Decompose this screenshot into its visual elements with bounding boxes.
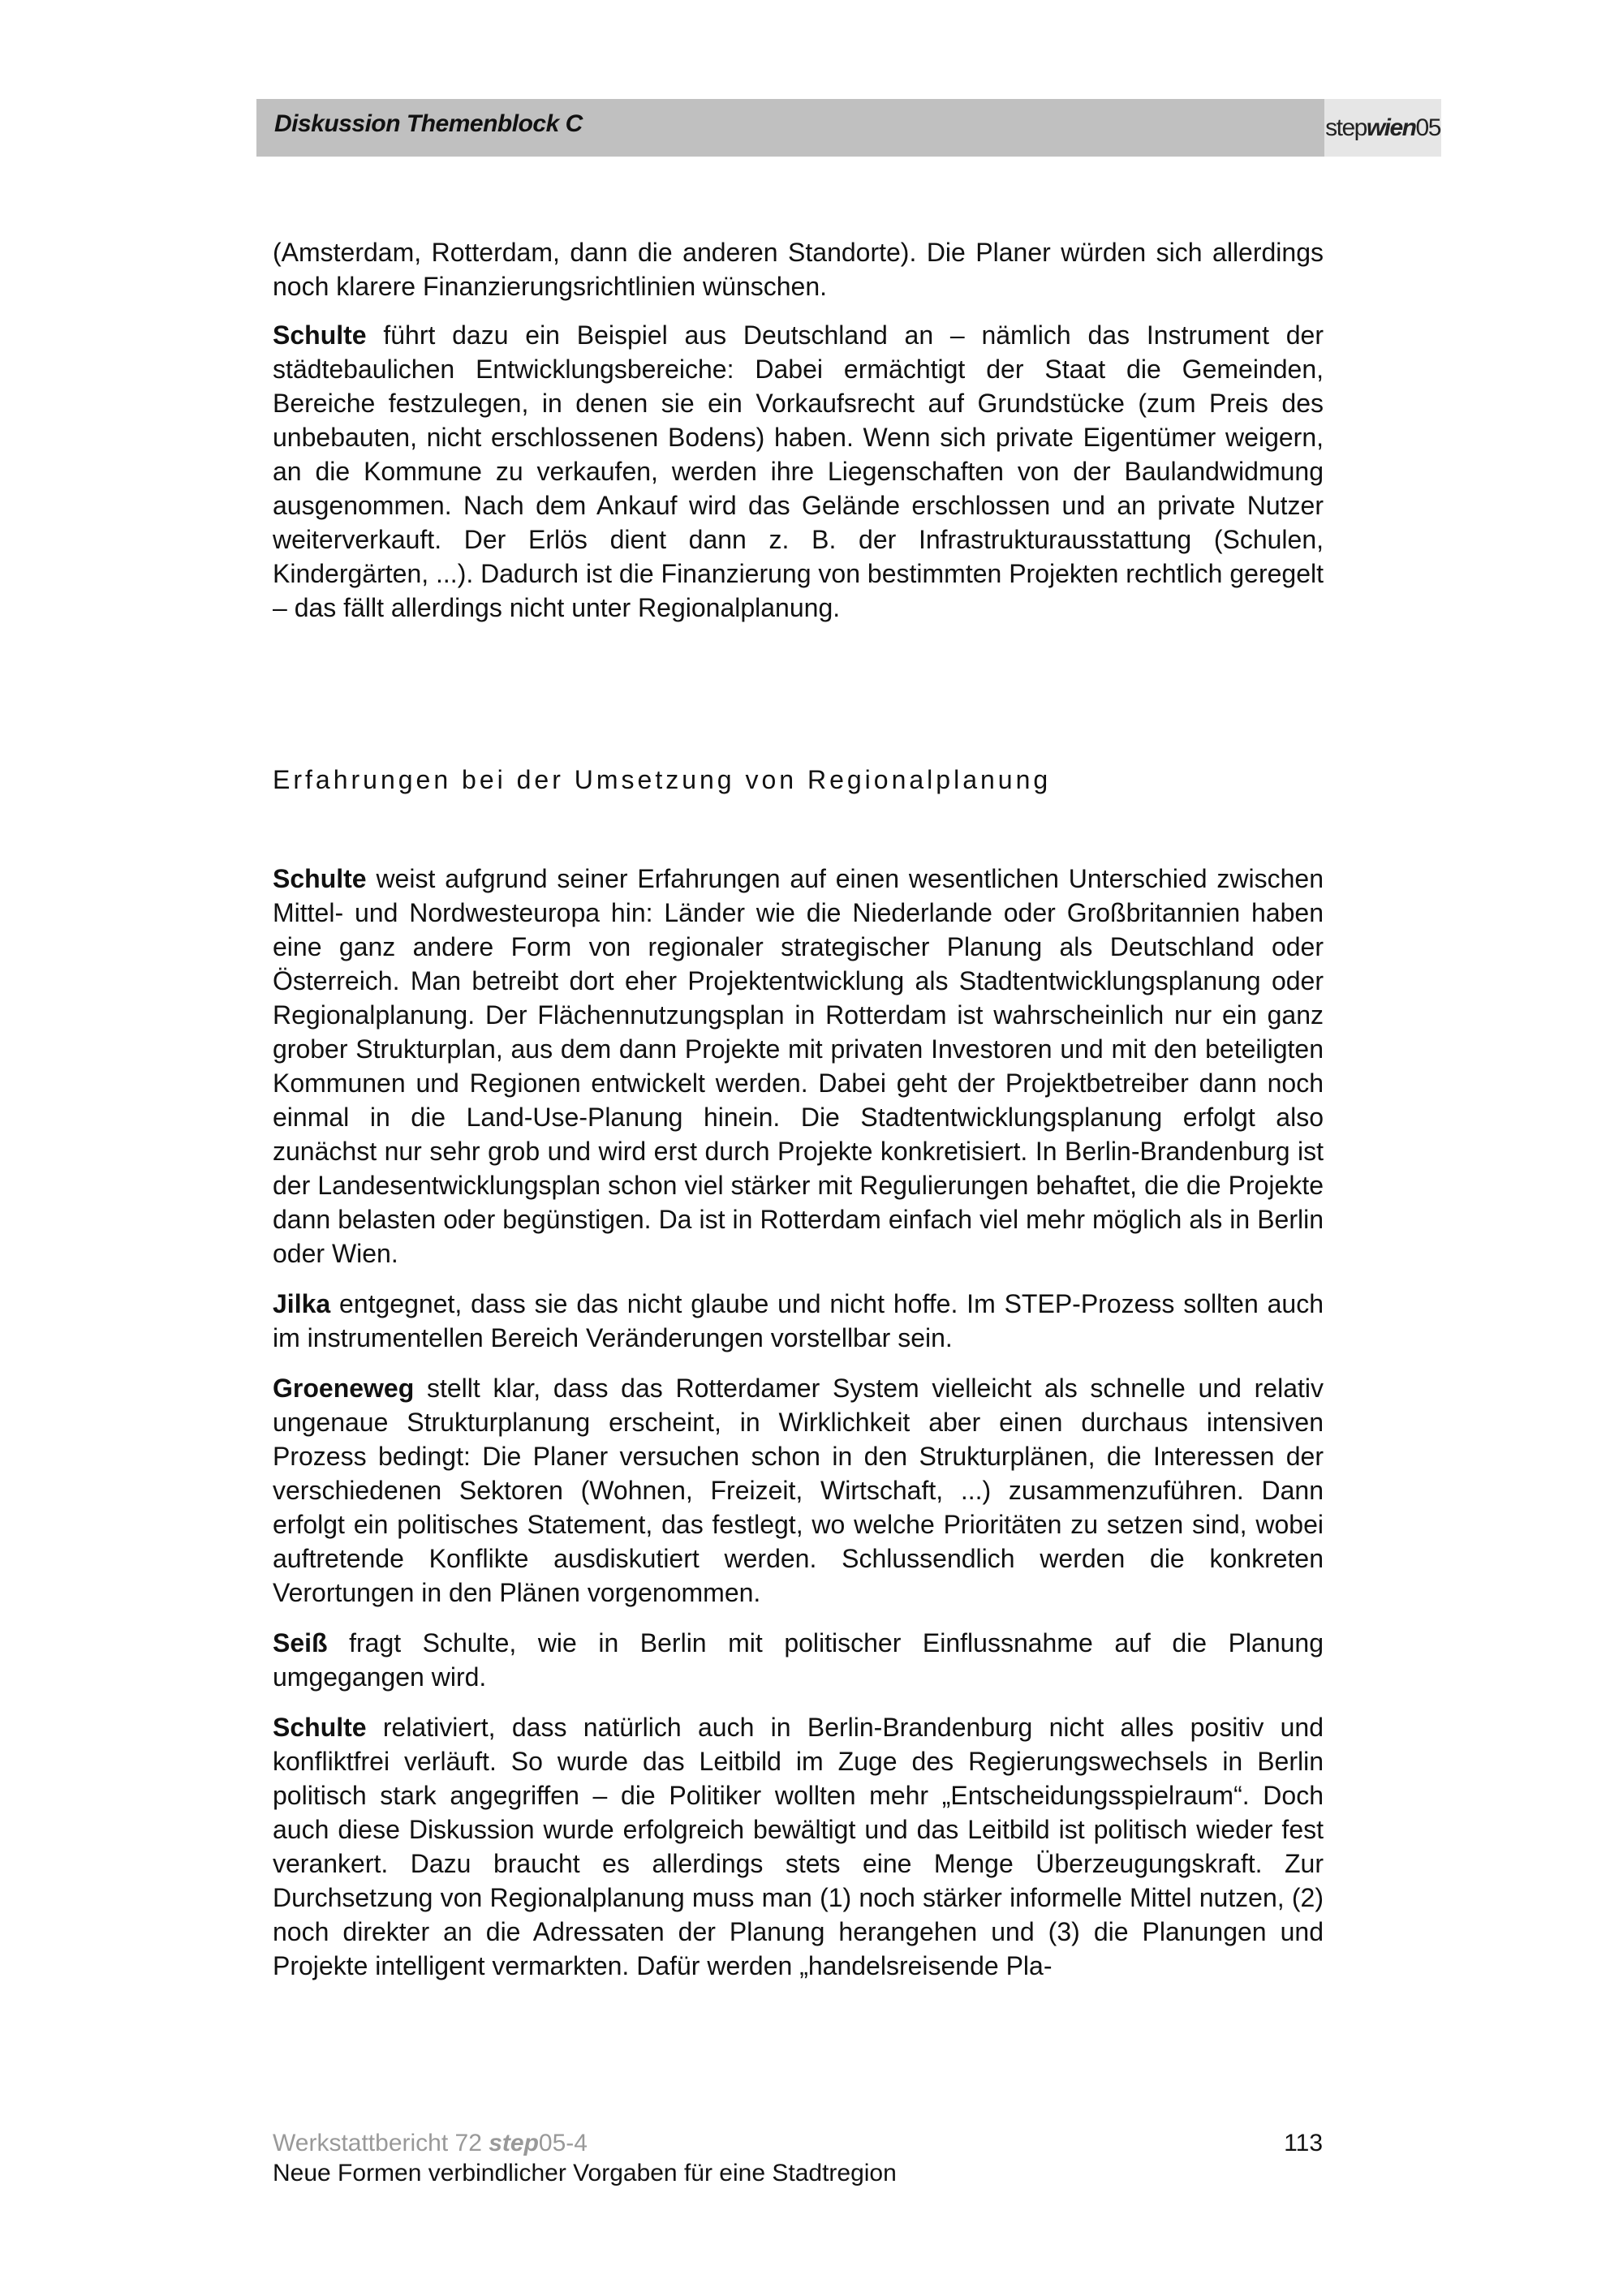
speaker: Jilka xyxy=(273,1289,331,1318)
paragraph xyxy=(273,318,1324,625)
stepwien-logo: step wien 05 xyxy=(1324,99,1441,157)
speaker: Schulte xyxy=(273,320,367,350)
footer-series xyxy=(273,2130,588,2157)
paragraph-text: relativiert, dass natürlich auch in Berlin-Brandenburg nicht alles positiv und konfliktfrei verläuft. So wurde das Leitbild im Zuge des Regierungswechsels in Berlin politisch stark angegriffen – die Politiker wollten mehr „Entscheidungsspielraum“. Doch auch diese Diskussion wurde erfolgreich bewältigt und das Leitbild ist politisch wieder fest verankert. Dazu braucht es allerdings stets eine Menge Überzeugungskraft. Zur Durchsetzung von Regionalplanung muss man (1) noch stärker informelle Mittel nutzen, (2) noch direkter an die Adressaten der Planung herangehen und (3) die Planungen und Projekte intelligent vermarkten. Dafür werden „handelsreisende Pla- xyxy=(273,1713,1324,1980)
paragraph xyxy=(273,1710,1324,1983)
speaker: Seiß xyxy=(273,1628,328,1658)
paragraph xyxy=(273,862,1324,1271)
header-bar xyxy=(256,99,1324,157)
speaker: Groeneweg xyxy=(273,1374,415,1403)
paragraph-text: weist aufgrund seiner Erfahrungen auf einen wesentlichen Unterschied zwischen Mittel- und Nordwesteuropa hin: Länder wie die Niederlande oder Großbritannien haben eine ganz andere Form von regionaler strategischer Planung als Deutschland oder Österreich. Man betreibt dort eher Projektentwicklung als Stadtentwicklungsplanung oder Regionalplanung. Der Flächennutzungsplan in Rotterdam ist wahrscheinlich nur ein ganz grober Strukturplan, aus dem dann Projekte mit privaten Investoren und mit den beteiligten Kommunen und Regionen entwickelt werden. Dabei geht der Projektbetreiber dann noch einmal in die Land-Use-Planung hinein. Die Stadtentwicklungsplanung erfolgt also zunächst nur sehr grob und wird erst durch Projekte konkretisiert. In Berlin-Brandenburg ist der Landesentwicklungsplan schon viel stärker mit Regulierungen behaftet, die die Projekte dann belasten oder begünstigen. Da ist in Rotterdam einfach viel mehr möglich als in Berlin oder Wien. xyxy=(273,864,1324,1268)
footer-subtitle: Neue Formen verbindlicher Vorgaben für eine Stadtregion xyxy=(273,2160,897,2186)
paragraph xyxy=(273,235,1324,303)
speaker: Schulte xyxy=(273,1713,367,1742)
page-number: 113 xyxy=(1284,2130,1323,2156)
paragraph-text: fragt Schulte, wie in Berlin mit politischer Einflussnahme auf die Planung umgegangen wird. xyxy=(273,1628,1324,1692)
footer-series-number: 05-4 xyxy=(538,2130,588,2156)
footer-series-bold: step xyxy=(489,2130,539,2156)
paragraph-text: stellt klar, dass das Rotterdamer System vielleicht als schnelle und relativ ungenaue Strukturplanung erscheint, in Wirklichkeit aber einen durchaus intensiven Prozess bedingt: Die Planer versuchen schon in den Strukturplänen, die Interessen der verschiedenen Sektoren (Wohnen, Freizeit, Wirtschaft, ...) zusammenzuführen. Dann erfolgt ein politisches Statement, das festlegt, wo welche Prioritäten zu setzen sind, wobei auftretende Konflikte ausdiskutiert werden. Schlussendlich werden die konkreten Verortungen in den Plänen vorgenommen. xyxy=(273,1374,1324,1607)
body-top xyxy=(273,235,1324,639)
section-heading: Erfahrungen bei der Umsetzung von Regionalplanung xyxy=(273,765,1052,794)
header-title: Diskussion Themenblock C xyxy=(274,110,583,137)
paragraph-text: führt dazu ein Beispiel aus Deutschland an – nämlich das Instrument der städtebaulichen Entwicklungsbereiche: Dabei ermächtigt der Staat die Gemeinden, Bereiche festzulegen, in denen sie ein Vorkaufsrecht auf Grundstücke (zum Preis des unbebauten, nicht erschlossenen Bodens) haben. Wenn sich private Eigentümer weigern, an die Kommune zu verkaufen, werden ihre Liegenschaften von der Baulandwidmung ausgenommen. Nach dem Ankauf wird das Gelände erschlossen und an private Nutzer weiterverkauft. Der Erlös dient dann z. B. der Infrastrukturausstattung (Schulen, Kindergärten, ...). Dadurch ist die Finanzierung von bestimmten Projekten rechtlich geregelt – das fällt allerdings nicht unter Regionalplanung. xyxy=(273,320,1324,622)
paragraph-text: entgegnet, dass sie das nicht glaube und nicht hoffe. Im STEP-Prozess sollten auch im instrumentellen Bereich Veränderungen vorstellbar sein. xyxy=(273,1289,1324,1352)
paragraph-text: (Amsterdam, Rotterdam, dann die anderen Standorte). Die Planer würden sich allerdings noch klarere Finanzierungsrichtlinien wünschen. xyxy=(273,238,1324,301)
paragraph xyxy=(273,1626,1324,1694)
paragraph xyxy=(273,1287,1324,1355)
speaker: Schulte xyxy=(273,864,367,893)
body-main xyxy=(273,862,1324,1999)
paragraph xyxy=(273,1371,1324,1610)
footer-series-text: Werkstattbericht 72 xyxy=(273,2130,489,2156)
